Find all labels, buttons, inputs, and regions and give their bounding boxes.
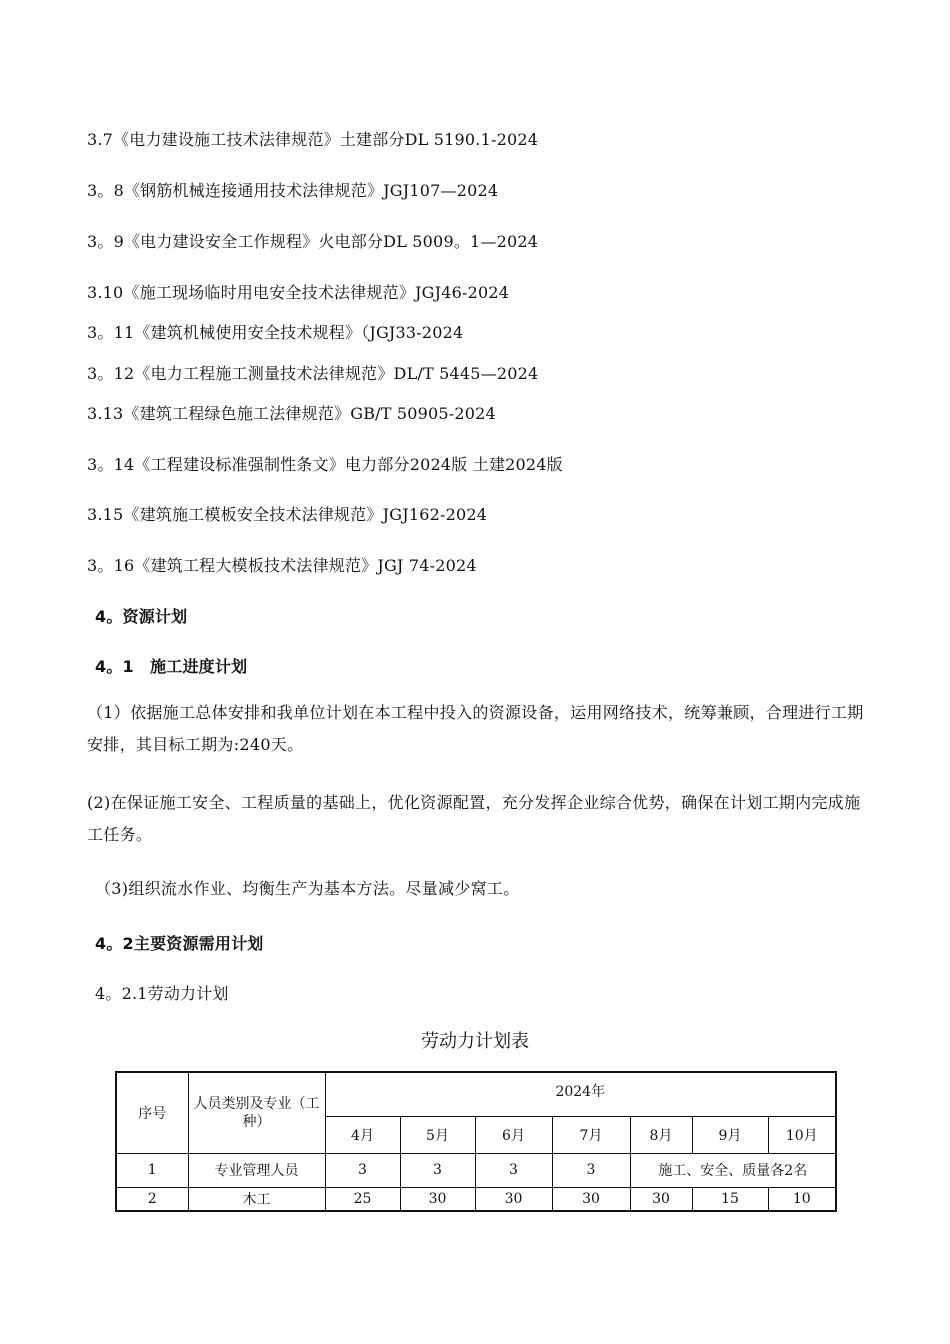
- standard-item: 3。11《建筑机械使用安全技术规程》（JGJ33-2024: [87, 323, 464, 342]
- header-year: 2024年: [325, 1072, 836, 1116]
- standard-item: 3。8《钢筋机械连接通用技术法律规范》JGJ107—2024: [87, 181, 499, 200]
- subsection-heading: 4。1 施工进度计划: [95, 657, 248, 676]
- row-value: 3: [325, 1153, 400, 1187]
- row-value: 30: [400, 1187, 475, 1211]
- standard-item: 3.13《建筑工程绿色施工法律规范》GB/T 50905-2024: [87, 404, 496, 423]
- table-row: [116, 1187, 836, 1211]
- table-title: 劳动力计划表: [421, 1031, 529, 1052]
- standard-item: 3。9《电力建设安全工作规程》火电部分DL 5009。1—2024: [87, 232, 539, 251]
- standard-item: 3.10《施工现场临时用电安全技术法律规范》JGJ46-2024: [87, 283, 510, 302]
- standard-item: 3。14《工程建设标准强制性条文》电力部分2024版 土建2024版: [87, 455, 563, 474]
- row-value: 3: [475, 1153, 552, 1187]
- row-no: 1: [116, 1153, 188, 1187]
- paragraph: （3)组织流水作业、均衡生产为基本方法。尽量减少窝工。: [95, 879, 520, 898]
- standard-item: 3。16《建筑工程大模板技术法律规范》JGJ 74-2024: [87, 556, 477, 575]
- row-value: 10: [768, 1187, 836, 1211]
- row-no: 2: [116, 1187, 188, 1211]
- paragraph: (2)在保证施工安全、工程质量的基础上，优化资源配置，充分发挥企业综合优势，确保在计划工期内完成施工任务。: [87, 793, 861, 844]
- header-type: 人员类别及专业（工种）: [188, 1072, 325, 1153]
- header-month: 10月: [768, 1116, 836, 1153]
- header-month: 6月: [475, 1116, 552, 1153]
- subsection-heading: 4。2.1劳动力计划: [95, 984, 229, 1003]
- subsection-heading: 4。2主要资源需用计划: [95, 934, 264, 953]
- standard-item: 3。12《电力工程施工测量技术法律规范》DL/T 5445—2024: [87, 364, 539, 383]
- header-no: 序号: [116, 1072, 188, 1153]
- paragraph: （1）依据施工总体安排和我单位计划在本工程中投入的资源设备，运用网络技术，统筹兼顾，合理进行工期安排，其目标工期为:240天。: [87, 703, 864, 754]
- standard-item: 3.7《电力建设施工技术法律规范》土建部分DL 5190.1-2024: [87, 130, 539, 149]
- header-month: 9月: [692, 1116, 768, 1153]
- row-value: 15: [692, 1187, 768, 1211]
- header-month: 5月: [400, 1116, 475, 1153]
- row-value: 3: [400, 1153, 475, 1187]
- standard-item: 3.15《建筑施工模板安全技术法律规范》JGJ162-2024: [87, 505, 488, 524]
- header-month: 8月: [630, 1116, 692, 1153]
- row-value: 30: [552, 1187, 630, 1211]
- row-value: 25: [325, 1187, 400, 1211]
- row-value: 3: [552, 1153, 630, 1187]
- labor-plan-table: [115, 1071, 837, 1212]
- header-month: 4月: [325, 1116, 400, 1153]
- row-value: 30: [475, 1187, 552, 1211]
- table-row: [116, 1153, 836, 1187]
- row-value: 30: [630, 1187, 692, 1211]
- section-heading: 4。资源计划: [95, 607, 188, 626]
- row-note: 施工、安全、质量各2名: [630, 1153, 836, 1187]
- row-type: 木工: [188, 1187, 325, 1211]
- header-month: 7月: [552, 1116, 630, 1153]
- row-type: 专业管理人员: [188, 1153, 325, 1187]
